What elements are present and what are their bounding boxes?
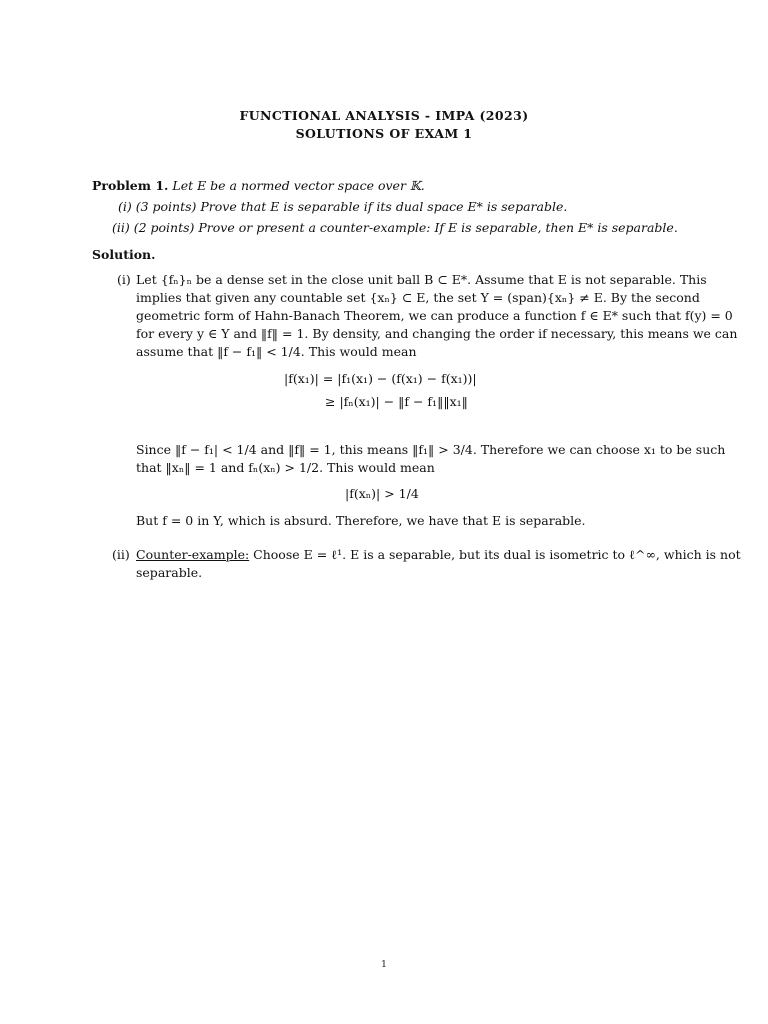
counter-example-label: Counter-example: [136,547,250,562]
equation-1-line1: |f(x₁)| = |f₁(x₁) − (f(x₁) − f(x₁))| [284,371,477,386]
solution-ii-line1 [136,546,741,564]
solution-i-conclusion: But f = 0 in Y, which is absurd. Therefore, we have that E is separable. [136,513,586,528]
solution-i-cont-line: that ‖xₙ‖ = 1 and fₙ(xₙ) > 1/2. This would mean [136,460,435,475]
solution-i-line: for every y ∈ Y and ‖f‖ = 1. By density, and changing the order if necessary, this means we can [136,326,738,341]
solution-ii-marker: (ii) [112,547,130,562]
solution-i-marker: (i) [117,272,131,287]
solution-i-line: geometric form of Hahn-Banach Theorem, we can produce a function f ∈ E* such that f(y) = 0 [136,308,733,323]
equation-1-line2: ≥ |fₙ(x₁)| − ‖f − f₁‖‖x₁‖ [325,394,468,409]
solution-label: Solution. [92,247,156,262]
solution-ii-line2: separable. [136,565,203,580]
solution-i-line: Let {fₙ}ₙ be a dense set in the close unit ball B ⊂ E*. Assume that E is not separable. This [136,272,707,287]
problem-label: Problem 1. [92,178,169,193]
solution-i-cont-line: Since ‖f − f₁| < 1/4 and ‖f‖ = 1, this means ‖f₁‖ > 3/4. Therefore we can choose x₁ to be such [136,442,726,457]
solution-i-line: assume that ‖f − f₁‖ < 1/4. This would mean [136,344,417,359]
problem-statement [92,177,425,195]
page-number: 1 [381,960,387,970]
problem-part-i: (i) (3 points) Prove that E is separable if its dual space E* is separable. [118,199,568,214]
equation-2: |f(xₙ)| > 1/4 [345,486,419,501]
page-title-line2: SOLUTIONS OF EXAM 1 [295,126,473,141]
page-title-line1: FUNCTIONAL ANALYSIS - IMPA (2023) [239,108,529,123]
solution-ii-text: Choose E = ℓ¹. E is a separable, but its dual is isometric to ℓ^∞, which is not [253,547,741,562]
problem-text: Let E be a normed vector space over 𝕂. [172,178,425,193]
problem-part-ii: (ii) (2 points) Prove or present a counter-example: If E is separable, then E* is separable. [112,220,678,235]
solution-i-line: implies that given any countable set {xₙ} ⊂ E, the set Y = (span){xₙ} ≠ E. By the second [136,290,700,305]
